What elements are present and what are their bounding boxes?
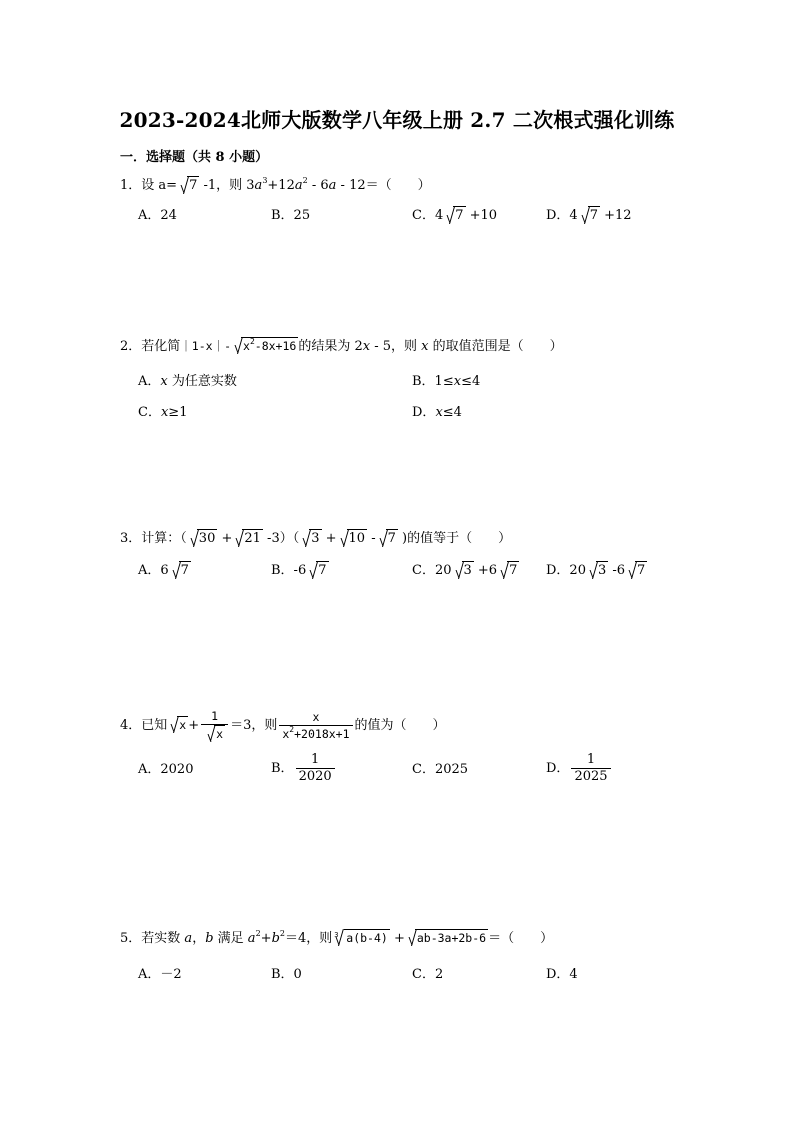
question-2: 2．若化简｜1-x｜- $x^2-8x+16$ 的结果为 2x - 5，则 x 的取值范围是（ ） <box>120 337 563 354</box>
question-number: 3． <box>120 531 142 546</box>
option-a[interactable]: A．x 为任意实数 <box>138 374 237 389</box>
option-a[interactable]: A．－2 <box>138 967 182 982</box>
option-d[interactable]: D．4 7 +12 <box>546 206 632 226</box>
option-c[interactable]: C．20 3 +6 7 <box>412 561 519 581</box>
option-b[interactable]: B．1≤x≤4 <box>412 374 481 389</box>
option-d[interactable]: D． $\frac{1}{2025}$ <box>546 752 613 785</box>
option-b[interactable]: B． $\frac{1}{2020}$ <box>271 752 337 785</box>
question-number: 5． <box>120 931 142 946</box>
option-a[interactable]: A．2020 <box>138 762 194 777</box>
option-b[interactable]: B．25 <box>271 208 311 223</box>
option-d[interactable]: D．x≤4 <box>412 405 462 420</box>
option-a[interactable]: A．24 <box>138 208 177 223</box>
option-b[interactable]: B．-6 7 <box>271 561 329 581</box>
question-number: 1． <box>120 178 142 193</box>
option-a[interactable]: A．6 7 <box>138 561 191 581</box>
option-c[interactable]: C．2025 <box>412 762 469 777</box>
page-title: 2023-2024北师大版数学八年级上册 2.7 二次根式强化训练 <box>119 108 675 132</box>
option-c[interactable]: C．4 7 +10 <box>412 206 497 226</box>
question-3: 3．计算：（ 30 + 21 -3）（ 3 + 10 - 7 )的值等于（ ） <box>120 529 511 549</box>
sqrt-symbol: 7 <box>178 176 199 196</box>
option-c[interactable]: C．2 <box>412 967 444 982</box>
question-number: 4． <box>120 718 142 733</box>
q1-text: 设 a= <box>141 178 178 193</box>
question-5: 5．若实数 a，b 满足 $a^2+b^2=4$，则 3 a(b-4) + ab-3a+2b-6 ＝（ ） <box>120 929 554 946</box>
option-c[interactable]: C．x≥1 <box>138 405 188 420</box>
question-4: 4．已知 x + $\frac{1}{x}$ ＝3，则 $\frac{x}{x^2+2018x+1}$ 的值为（ ） <box>120 709 446 741</box>
question-1: 1．设 a= 7 -1，则 $3a^3+12a^2 - 6a - 12=$（ ） <box>120 176 431 196</box>
question-number: 2． <box>120 339 142 354</box>
option-b[interactable]: B．0 <box>271 967 302 982</box>
option-d[interactable]: D．20 3 -6 7 <box>546 561 647 581</box>
option-d[interactable]: D．4 <box>546 967 578 982</box>
section-heading: 一．选择题（共 8 小题） <box>120 150 269 165</box>
